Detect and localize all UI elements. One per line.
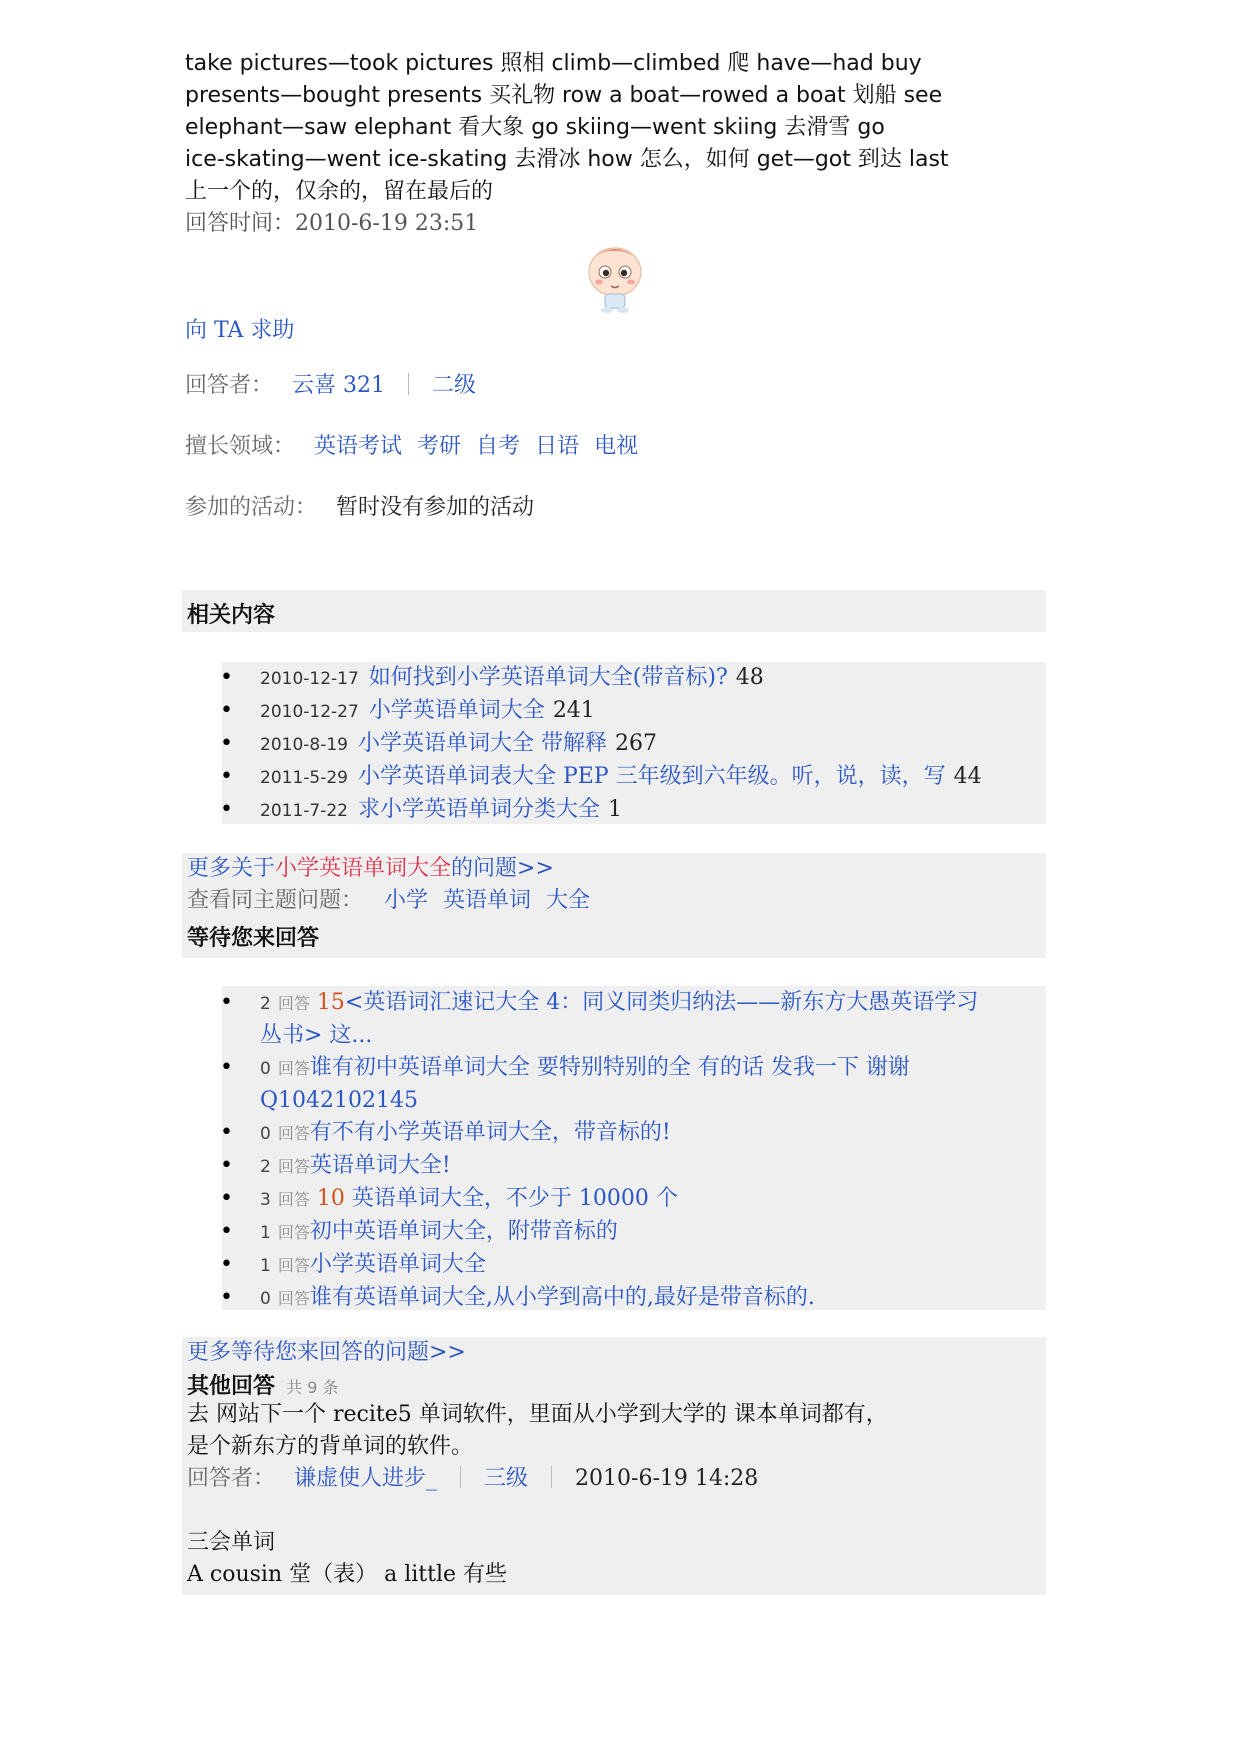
divider <box>408 373 409 395</box>
other-answer-2 <box>182 1527 1046 1591</box>
question-link[interactable]: <英语词汇速记大全 4：同义同类归纳法——新东方大愚英语学习 <box>344 990 979 1015</box>
list-item[interactable] <box>182 987 1052 1052</box>
intro-line-2: presents—bought presents 买礼物 row a boat—rowed a boat 划船 see <box>185 83 943 108</box>
answerer-name-link[interactable]: 云喜 321 <box>292 373 386 398</box>
other-answer-1 <box>182 1399 1046 1463</box>
list-item[interactable] <box>182 1183 1052 1216</box>
topic-link[interactable]: 大全 <box>546 888 591 913</box>
topic-label: 查看同主题问题： <box>187 888 364 913</box>
skill-link[interactable]: 日语 <box>535 434 580 459</box>
answer-count: 1 <box>260 1256 271 1276</box>
more-suffix[interactable]: 的问题>> <box>451 856 554 881</box>
related-heading: 相关内容 <box>187 603 276 628</box>
item-date: 2010-8-19 <box>260 735 348 755</box>
item-date: 2010-12-27 <box>260 702 359 722</box>
item-title-link[interactable]: 求小学英语单词分类大全 <box>357 797 600 822</box>
other-heading-row <box>182 1369 1046 1399</box>
question-link[interactable]: 谁有初中英语单词大全 要特别特别的全 有的话 发我一下 谢谢 <box>309 1055 910 1080</box>
reward-points: 10 <box>316 1186 345 1211</box>
item-title-link[interactable]: 小学英语单词表大全 PEP 三年级到六年级。听，说，读，写 <box>357 764 946 789</box>
question-link[interactable]: 英语单词大全，不少于 10000 个 <box>351 1186 678 1211</box>
answer-word: 回答 <box>277 1223 310 1242</box>
topic-link[interactable]: 小学 <box>384 888 429 913</box>
skill-link[interactable]: 自考 <box>476 434 521 459</box>
question-link[interactable]: 小学英语单词大全 <box>309 1252 486 1277</box>
intro-line-1: take pictures—took pictures 照相 climb—climbed 爬 have—had buy <box>185 51 922 76</box>
skill-link[interactable]: 考研 <box>417 434 462 459</box>
more-waiting-link[interactable]: 更多等待您来回答的问题>> <box>187 1340 466 1365</box>
question-link[interactable]: 谁有英语单词大全,从小学到高中的,最好是带音标的. <box>309 1285 815 1310</box>
skills-label: 擅长领域： <box>185 434 296 459</box>
answer-time: 回答时间：2010-6-19 23:51 <box>185 211 479 236</box>
other-answers-panel <box>182 1337 1046 1595</box>
answer-text: 三会单词 <box>187 1530 276 1555</box>
list-item[interactable] <box>182 1117 1052 1150</box>
answer-count: 3 <box>260 1190 271 1210</box>
skill-link[interactable]: 电视 <box>594 434 639 459</box>
item-date: 2011-7-22 <box>260 801 348 821</box>
answerer-label: 回答者： <box>187 1466 276 1491</box>
answer-count: 0 <box>260 1124 271 1144</box>
spacer <box>182 1495 1046 1527</box>
avatar <box>583 242 647 314</box>
answer-text: A cousin 堂（表） a little 有些 <box>187 1562 508 1587</box>
other-answerer-row <box>182 1463 1046 1495</box>
more-keyword[interactable]: 小学英语单词大全 <box>275 856 452 881</box>
answerer-row <box>185 368 476 399</box>
question-link-cont[interactable]: 丛书> 这... <box>260 1023 373 1048</box>
more-prefix[interactable]: 更多关于 <box>187 856 276 881</box>
list-item[interactable] <box>182 1282 1052 1315</box>
question-link[interactable]: 有不有小学英语单词大全，带音标的! <box>309 1120 671 1145</box>
activity-row <box>185 490 534 521</box>
list-item[interactable] <box>182 1249 1052 1282</box>
question-link[interactable]: 初中英语单词大全，附带音标的 <box>309 1219 618 1244</box>
answer-count: 0 <box>260 1289 271 1309</box>
item-count: 1 <box>608 797 622 822</box>
question-link-cont[interactable]: Q1042102145 <box>260 1088 419 1113</box>
answerer-name-link[interactable]: 谦虚使人进步_ <box>294 1466 438 1491</box>
answerer-label: 回答者： <box>185 373 274 398</box>
divider <box>551 1466 552 1488</box>
waiting-list <box>182 987 1052 1315</box>
item-title-link[interactable]: 如何找到小学英语单词大全(带音标)? <box>368 665 728 690</box>
skills-row <box>185 429 638 460</box>
waiting-heading: 等待您来回答 <box>187 926 320 951</box>
intro-block <box>185 48 1065 240</box>
answer-count: 2 <box>260 994 271 1014</box>
activity-value: 暂时没有参加的活动 <box>336 495 535 520</box>
answer-word: 回答 <box>277 1059 310 1078</box>
intro-line-4: ice-skating—went ice-skating 去滑冰 how 怎么，如何 get—got 到达 last <box>185 147 949 172</box>
answer-word: 回答 <box>277 1157 310 1176</box>
topic-row <box>182 885 1046 917</box>
item-count: 241 <box>552 698 595 723</box>
answer-time: 2010-6-19 14:28 <box>575 1466 759 1491</box>
answerer-level-link[interactable]: 二级 <box>432 373 477 398</box>
more-related-panel <box>182 853 1046 958</box>
item-title-link[interactable]: 小学英语单词大全 带解释 <box>357 731 607 756</box>
list-item[interactable] <box>182 1216 1052 1249</box>
related-list <box>182 662 1052 827</box>
other-count: 共 9 条 <box>286 1378 339 1397</box>
list-item[interactable] <box>182 728 1052 761</box>
answer-word: 回答 <box>277 994 310 1013</box>
topic-link[interactable]: 英语单词 <box>443 888 532 913</box>
skill-link[interactable]: 英语考试 <box>314 434 403 459</box>
list-item[interactable] <box>182 794 1052 827</box>
divider <box>460 1466 461 1488</box>
answer-count: 1 <box>260 1223 271 1243</box>
other-heading: 其他回答 <box>187 1374 276 1399</box>
intro-line-5: 上一个的，仅余的，留在最后的 <box>185 179 494 204</box>
answer-count: 2 <box>260 1157 271 1177</box>
answer-count: 0 <box>260 1059 271 1079</box>
answer-text: 去 网站下一个 recite5 单词软件，里面从小学到大学的 课本单词都有， <box>187 1402 888 1427</box>
list-item[interactable] <box>182 761 1052 794</box>
related-header <box>182 590 1046 632</box>
item-count: 267 <box>614 731 657 756</box>
answer-text: 是个新东方的背单词的软件。 <box>187 1434 474 1459</box>
answer-word: 回答 <box>277 1256 310 1275</box>
answer-word: 回答 <box>277 1190 310 1209</box>
item-count: 44 <box>953 764 982 789</box>
ask-for-help-link[interactable]: 向 TA 求助 <box>185 318 295 343</box>
question-link[interactable]: 英语单词大全! <box>309 1153 451 1178</box>
answer-word: 回答 <box>277 1124 310 1143</box>
more-related-link[interactable] <box>182 853 1046 885</box>
item-date: 2011-5-29 <box>260 768 348 788</box>
reward-points: 15 <box>316 990 345 1015</box>
list-item[interactable] <box>182 695 1052 728</box>
answerer-level-link[interactable]: 三级 <box>484 1466 529 1491</box>
item-date: 2010-12-17 <box>260 669 359 689</box>
intro-line-3: elephant—saw elephant 看大象 go skiing—went skiing 去滑雪 go <box>185 115 885 140</box>
list-item[interactable] <box>182 1150 1052 1183</box>
list-item[interactable] <box>182 1052 1052 1117</box>
item-title-link[interactable]: 小学英语单词大全 <box>368 698 545 723</box>
answer-word: 回答 <box>277 1289 310 1308</box>
list-item[interactable] <box>182 662 1052 695</box>
item-count: 48 <box>735 665 764 690</box>
activity-label: 参加的活动： <box>185 495 318 520</box>
